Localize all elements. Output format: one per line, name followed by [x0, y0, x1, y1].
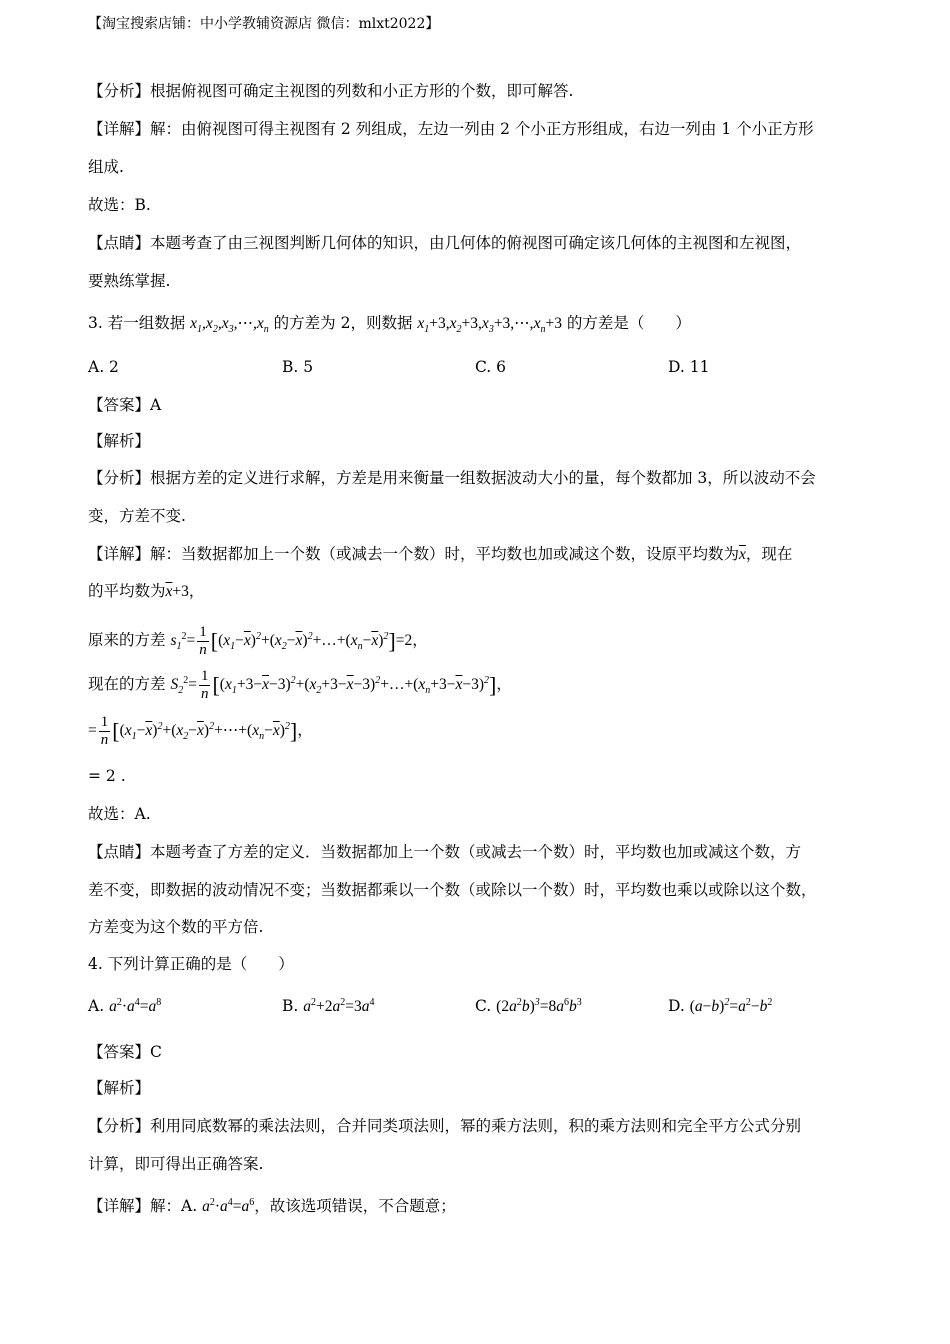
- q3-simplified-variance: [88, 710, 313, 751]
- q3-new-mean-text: 的平均数为: [88, 582, 166, 600]
- q2-comment-line2: 要熟练掌握.: [88, 272, 171, 290]
- q2-detail-line2: 组成.: [88, 158, 124, 176]
- q3-jiexi-label: 【解析】: [88, 432, 151, 450]
- q3-shifted-data-formula: $x_1+3,x_2+3,x_3+3,\cdots,x_n+3$: [417, 315, 562, 336]
- q3-option-a: A. 2: [88, 358, 119, 376]
- q2-choose: 故选：B.: [88, 196, 151, 214]
- q3-new-mean-formula: $\overline{x}+3$: [165, 583, 189, 600]
- q3-simplified-formula: = $\frac{1}{n}$ $[(x_1-\overline{x})^2+(x_2-\overline{x})^2+\cdots+(x_n-\overline{x})^2]$，: [88, 713, 313, 748]
- q4-answer: 【答案】C: [88, 1043, 162, 1061]
- q4-detail-suffix: ，故该选项错误，不合题意；: [254, 1197, 456, 1215]
- q3-equals-two: = 2 .: [88, 767, 126, 785]
- q3-stem-suffix: 的方差是（ ）: [566, 314, 691, 332]
- q3-mean-symbol: $\overline{x}$: [739, 546, 746, 563]
- q2-analysis: 【分析】根据俯视图可确定主视图的列数和小正方形的个数，即可解答.: [88, 82, 574, 100]
- q4-jiexi-label: 【解析】: [88, 1079, 151, 1097]
- q3-answer: 【答案】A: [88, 396, 162, 414]
- q4-detail-formula: $a^2\cdot a^4=a^6$: [202, 1196, 255, 1215]
- q4-analysis-line2: 计算，即可得出正确答案.: [88, 1155, 264, 1173]
- q3-detail-text-end: ，现在: [745, 545, 793, 563]
- q3-stem: [88, 313, 691, 334]
- q3-detail-line2: [88, 581, 204, 602]
- q4-detail-line: [88, 1196, 456, 1217]
- q3-detail-line1: [88, 544, 792, 565]
- q4-opt-d-label: D.: [668, 997, 685, 1015]
- q3-option-d: D. 11: [668, 358, 710, 376]
- q4-opt-b-label: B.: [282, 997, 299, 1015]
- q4-detail-prefix: 【详解】解：A.: [88, 1197, 198, 1215]
- q3-stem-mid: 的方差为 2，则数据: [273, 314, 413, 332]
- q4-opt-a-formula: $a^2\cdot a^4=a^8$: [109, 996, 162, 1015]
- q3-option-b: B. 5: [282, 358, 314, 376]
- q3-original-variance: [88, 620, 428, 661]
- q4-analysis-line1: 【分析】利用同底数幂的乘法法则，合并同类项法则，幂的乘方法则，积的乘方法则和完全平方公式分别: [88, 1117, 802, 1135]
- q4-opt-a-label: A.: [88, 997, 105, 1015]
- q3-orig-var-formula: $s_1^2=$ $\frac{1}{n}$ $[(x_1-\overline{x})^2+(x_2-\overline{x})^2+\dots+(x_n-\overline{x})^2]=2$，: [170, 623, 428, 658]
- q4-opt-b-formula: $a^2+2a^2=3a^4$: [303, 996, 375, 1015]
- page-header: 【淘宝搜索店铺：中小学教辅资源店 微信：mlxt2022】: [88, 16, 440, 32]
- q4-option-d: [668, 996, 772, 1017]
- q3-now-var-formula: $S_2^2=$ $\frac{1}{n}$ $[(x_1+3-\overline{x}-3)^2+(x_2+3-\overline{x}-3)^2+\dots+(x_n+3-\overline{x}-3)^2]$，: [170, 667, 512, 702]
- q3-comment-line3: 方差变为这个数的平方倍.: [88, 918, 264, 936]
- q4-option-a: [88, 996, 161, 1017]
- q3-choose: 故选：A.: [88, 805, 151, 823]
- q3-comment-line1: 【点睛】本题考查了方差的定义．当数据都加上一个数（或减去一个数）时，平均数也加或减这个数，方: [88, 843, 802, 861]
- q3-data-set-formula: $x_1,x_2,x_3,\cdots,x_n$: [190, 315, 269, 336]
- q3-current-variance: [88, 664, 512, 705]
- q4-option-c: [475, 996, 582, 1017]
- q4-option-b: [282, 996, 375, 1017]
- q3-comment-line2: 差不变，即数据的波动情况不变；当数据都乘以一个数（或除以一个数）时，平均数也乘以或除以这个数，: [88, 881, 817, 899]
- q3-option-c: C. 6: [475, 358, 507, 376]
- q3-orig-var-label: 原来的方差: [88, 631, 166, 649]
- q3-detail-text: 【详解】解：当数据都加上一个数（或减去一个数）时，平均数也加或减这个数，设原平均数为: [88, 545, 740, 563]
- q2-detail-line1: 【详解】解：由俯视图可得主视图有 2 列组成，左边一列由 2 个小正方形组成，右边一列由 1 个小正方形: [88, 120, 814, 138]
- q4-opt-c-label: C.: [475, 997, 492, 1015]
- q2-comment-line1: 【点睛】本题考查了由三视图判断几何体的知识，由几何体的俯视图可确定该几何体的主视图和左视图，: [88, 234, 802, 252]
- q4-stem: 4. 下列计算正确的是（ ）: [88, 955, 294, 973]
- q3-new-mean-end: ，: [188, 582, 205, 600]
- q3-now-var-label: 现在的方差: [88, 675, 166, 693]
- q3-analysis-line1: 【分析】根据方差的定义进行求解，方差是用来衡量一组数据波动大小的量，每个数都加 3，所以波动不会: [88, 469, 816, 487]
- q4-opt-d-formula: $(a-b)^2=a^2-b^2$: [689, 996, 773, 1015]
- q3-stem-prefix: 3. 若一组数据: [88, 314, 186, 332]
- q4-opt-c-formula: $(2a^2b)^3=8a^6b^3$: [496, 996, 582, 1015]
- q3-analysis-line2: 变，方差不变.: [88, 507, 186, 525]
